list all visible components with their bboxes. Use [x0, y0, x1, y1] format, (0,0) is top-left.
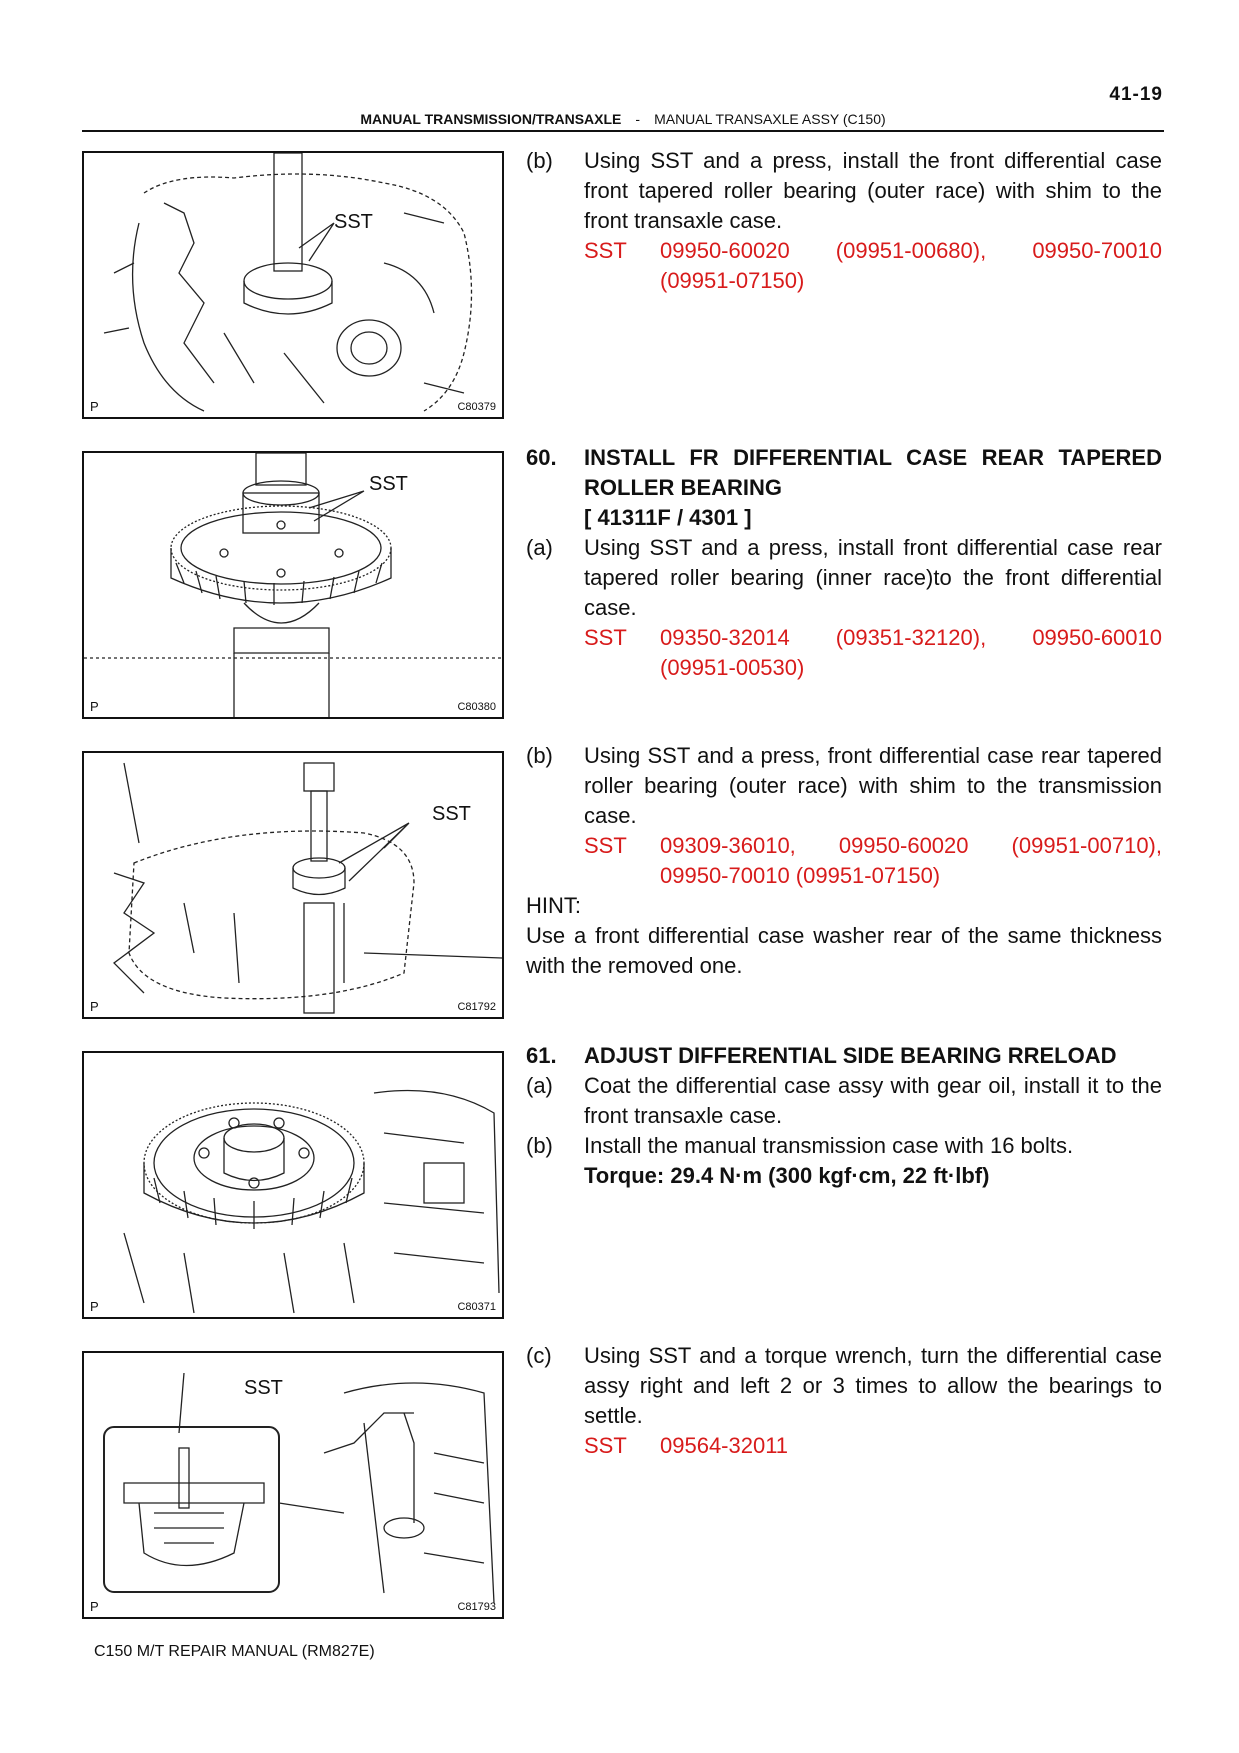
step-61-heading: [526, 1041, 1162, 1071]
sst-60-a: [526, 623, 1162, 683]
step-b-1-marker: (b): [526, 148, 553, 173]
figure-1-label: SST: [334, 211, 373, 233]
figure-4-code: C80371: [457, 1301, 496, 1313]
step-60-ref-row: [526, 503, 1162, 533]
header-separator: -: [635, 111, 641, 127]
hint-label: HINT:: [526, 893, 581, 918]
figure-2-illustration: [84, 453, 502, 717]
step-b-2: [526, 741, 1162, 831]
step-61-a-marker: (a): [526, 1073, 553, 1098]
figure-2-code: C80380: [457, 701, 496, 713]
step-b-1: [526, 146, 1162, 236]
step-60-a-marker: (a): [526, 535, 553, 560]
block-step-60: [526, 443, 1162, 683]
header-subsection: MANUAL TRANSAXLE ASSY (C150): [654, 111, 886, 127]
figure-5-label: SST: [244, 1377, 283, 1399]
sst-b-1: [526, 236, 1162, 296]
header-rule: [82, 130, 1164, 132]
step-61-title: ADJUST DIFFERENTIAL SIDE BEARING RRELOAD: [584, 1043, 1117, 1068]
figure-3-illustration: [84, 753, 502, 1017]
sst-b-1-tag: SST: [584, 238, 627, 263]
torque-spec-row: [526, 1161, 1162, 1191]
block-step-61: [526, 1041, 1162, 1191]
step-60-number: 60.: [526, 445, 557, 470]
step-61-number: 61.: [526, 1043, 557, 1068]
figure-5: [82, 1351, 504, 1619]
figure-2-label: SST: [369, 473, 408, 495]
figure-5-corner: P: [90, 1599, 99, 1614]
figure-4: [82, 1051, 504, 1319]
step-61-b: [526, 1131, 1162, 1161]
block-c-settle: [526, 1341, 1162, 1461]
step-61-a: [526, 1071, 1162, 1131]
sst-60-a-list: 09350-32014 (09351-32120), 09950-60010 (09951-00530): [660, 625, 1162, 680]
figure-3: [82, 751, 504, 1019]
figure-4-corner: P: [90, 1299, 99, 1314]
torque-spec: Torque: 29.4 N·m (300 kgf·cm, 22 ft·lbf): [584, 1163, 990, 1188]
sst-b-2: [526, 831, 1162, 891]
figure-2-corner: P: [90, 699, 99, 714]
figure-5-code: C81793: [457, 1601, 496, 1613]
step-61-a-text: Coat the differential case assy with gear oil, install it to the front transaxle case.: [584, 1073, 1162, 1128]
sst-c: [526, 1431, 1162, 1461]
step-60-a-text: Using SST and a press, install front differential case rear tapered roller bearing (inner race)to the front differential case.: [584, 535, 1162, 620]
step-c: [526, 1341, 1162, 1431]
figure-3-label: SST: [432, 803, 471, 825]
step-b-2-marker: (b): [526, 743, 553, 768]
sst-b-1-list: 09950-60020 (09951-00680), 09950-70010 (09951-07150): [660, 238, 1162, 293]
step-60-ref: [ 41311F / 4301 ]: [584, 505, 752, 530]
step-b-2-text: Using SST and a press, front differential case rear tapered roller bearing (outer race) with shim to the transmission case.: [584, 743, 1162, 828]
step-61-b-text: Install the manual transmission case with 16 bolts.: [584, 1133, 1074, 1158]
block-b-front-bearing: [526, 146, 1162, 296]
sst-c-tag: SST: [584, 1433, 627, 1458]
running-header: [82, 111, 1164, 127]
figure-3-code: C81792: [457, 1001, 496, 1013]
step-c-text: Using SST and a torque wrench, turn the differential case assy right and left 2 or 3 times to allow the bearings to settle.: [584, 1343, 1162, 1428]
figure-5-illustration: [84, 1353, 502, 1617]
step-60-a: [526, 533, 1162, 623]
step-60-heading: [526, 443, 1162, 503]
sst-c-list: 09564-32011: [660, 1433, 789, 1458]
figure-2: [82, 451, 504, 719]
figure-1-code: C80379: [457, 401, 496, 413]
header-section: MANUAL TRANSMISSION/TRANSAXLE: [360, 111, 622, 127]
figure-1: [82, 151, 504, 419]
step-61-b-marker: (b): [526, 1133, 553, 1158]
figure-4-illustration: [84, 1053, 502, 1317]
sst-b-2-list: 09309-36010, 09950-60020 (09951-00710), 09950-70010 (09951-07150): [660, 833, 1162, 888]
footer: C150 M/T REPAIR MANUAL (RM827E): [94, 1643, 375, 1660]
figure-1-corner: P: [90, 399, 99, 414]
page-number: 41-19: [1109, 84, 1163, 105]
step-c-marker: (c): [526, 1343, 552, 1368]
sst-b-2-tag: SST: [584, 833, 627, 858]
step-60-title: INSTALL FR DIFFERENTIAL CASE REAR TAPERED ROLLER BEARING: [584, 445, 1162, 500]
figure-1-illustration: [84, 153, 502, 417]
block-b-rear-bearing: [526, 741, 1162, 981]
figure-3-corner: P: [90, 999, 99, 1014]
step-b-1-text: Using SST and a press, install the front differential case front tapered roller bearing (outer race) with shim to the front transaxle case.: [584, 148, 1162, 233]
hint-text: Use a front differential case washer rear of the same thickness with the removed one.: [526, 923, 1162, 978]
sst-60-a-tag: SST: [584, 625, 627, 650]
